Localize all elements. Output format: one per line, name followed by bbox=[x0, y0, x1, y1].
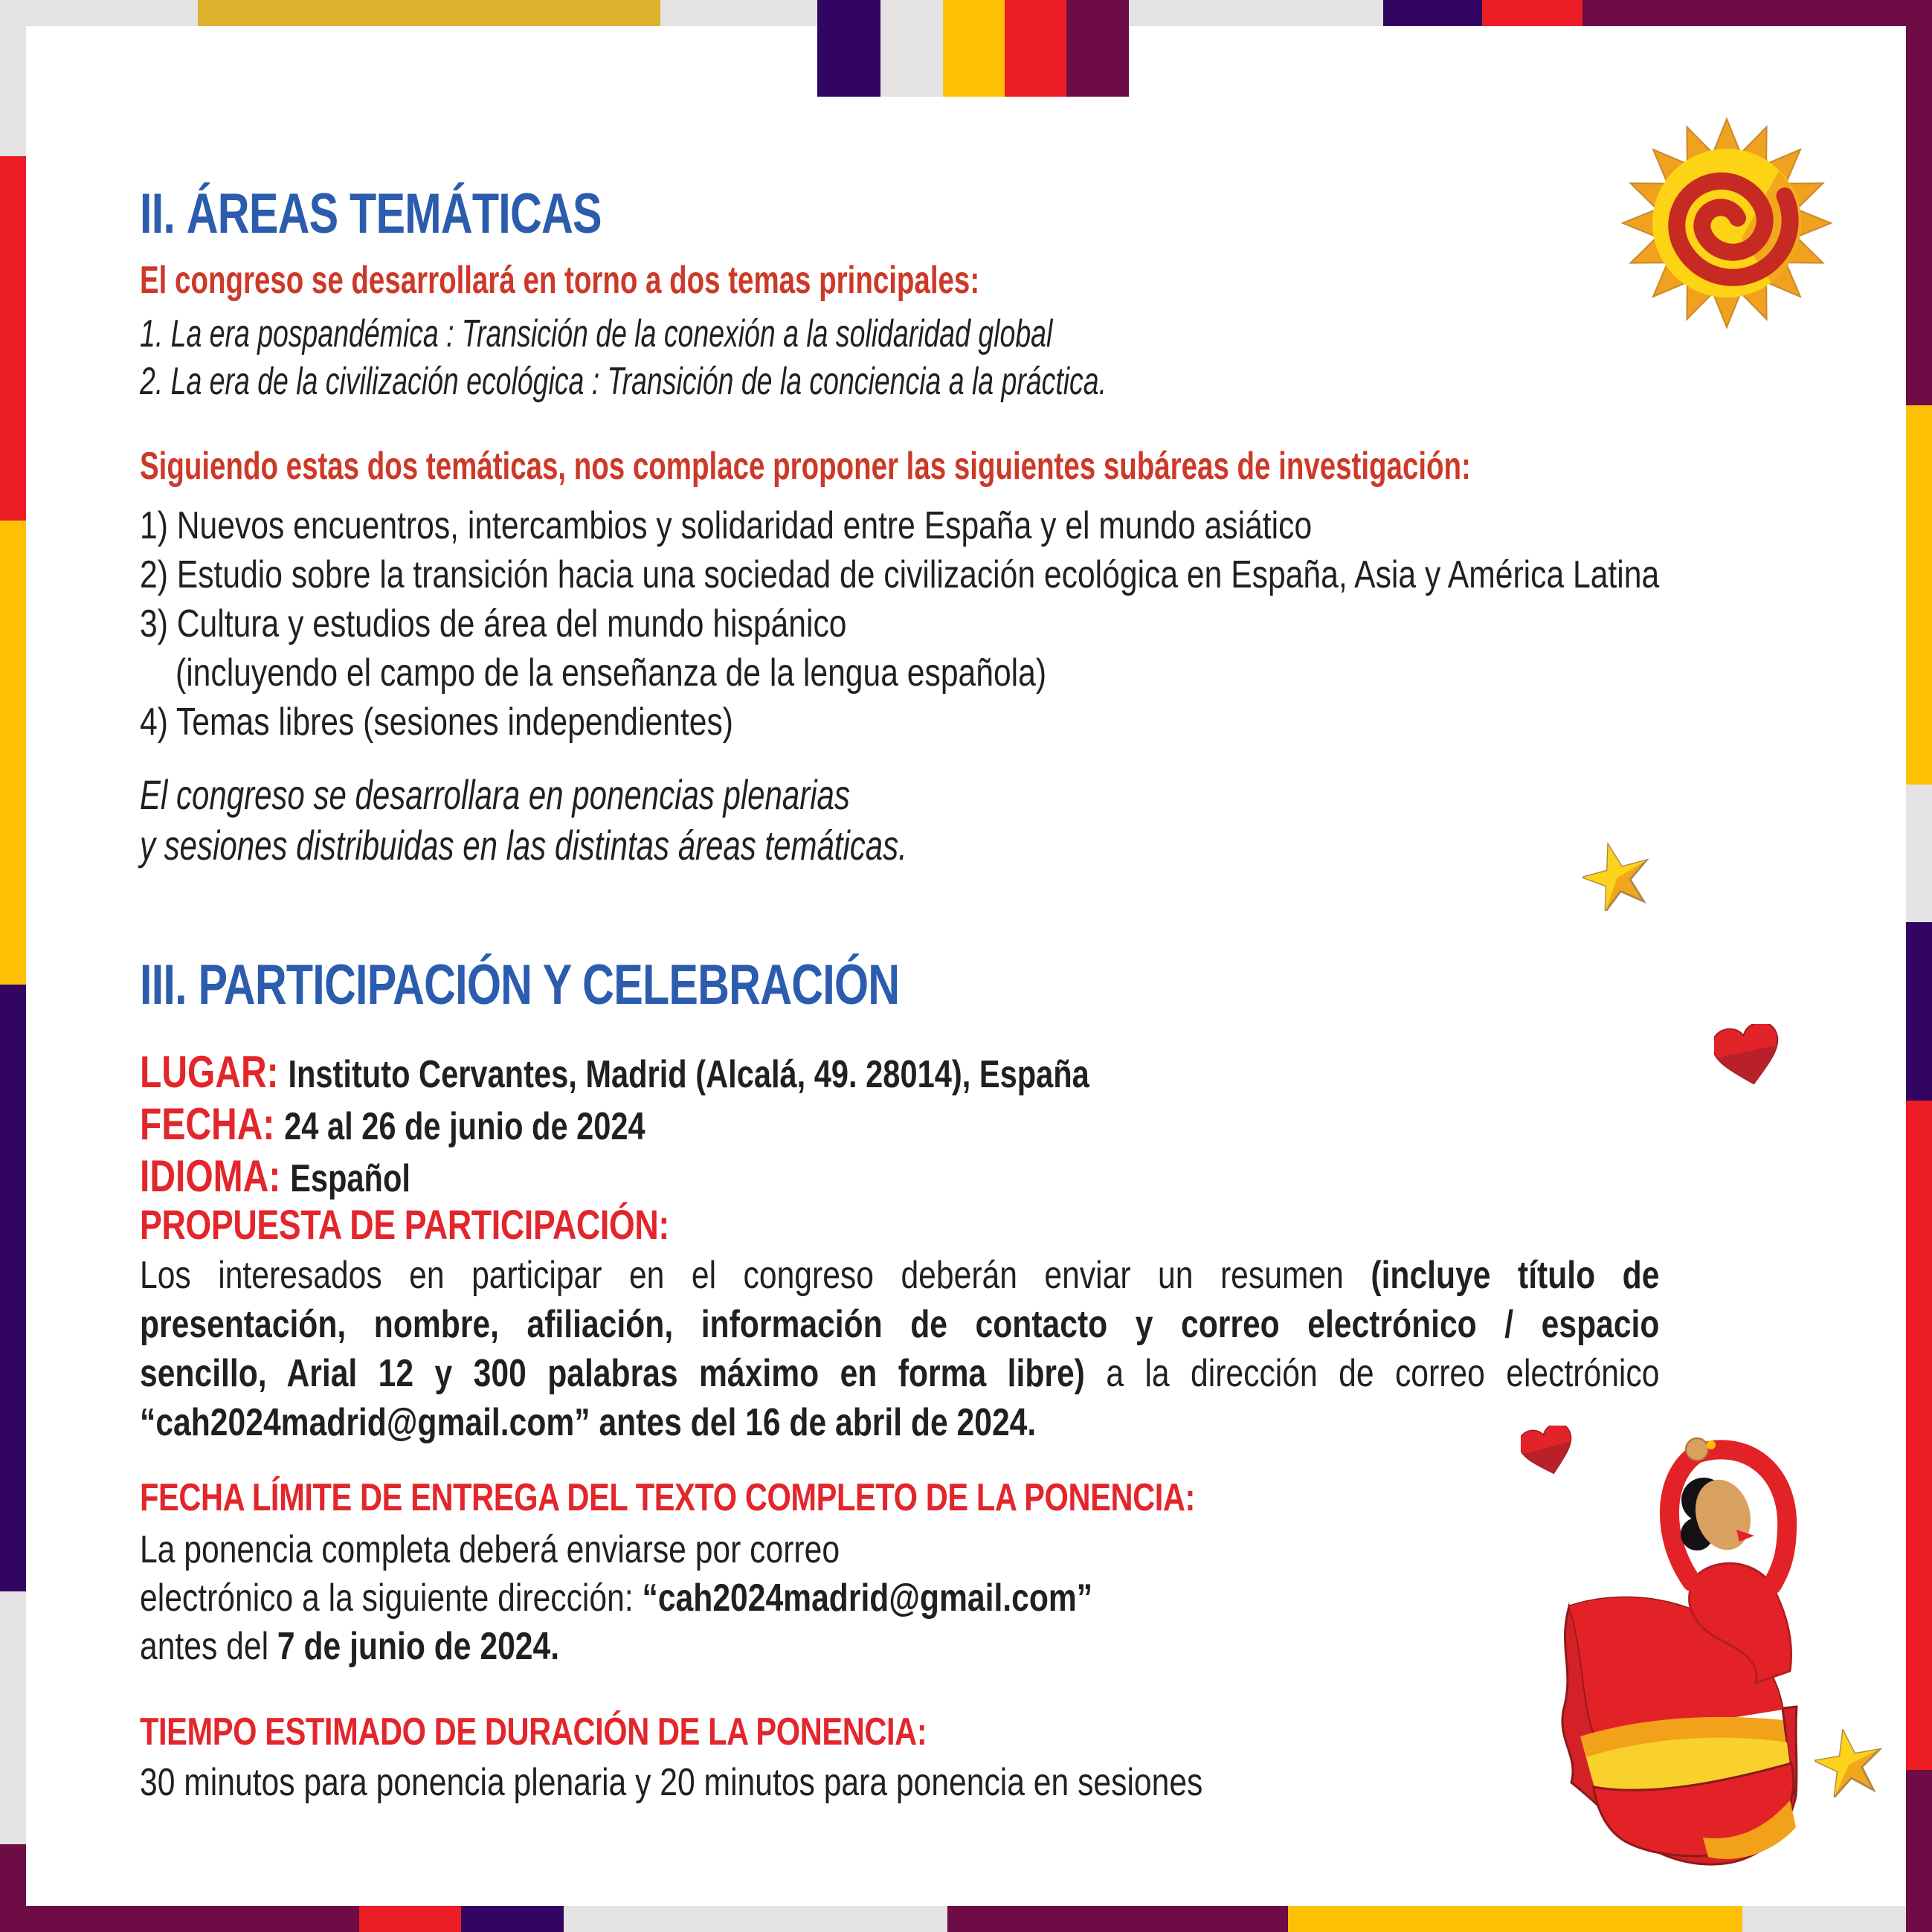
frame-left-red bbox=[0, 156, 26, 521]
frame-left-gray-2 bbox=[0, 1591, 26, 1844]
subarea-item: 4) Temas libres (sesiones independientes) bbox=[140, 701, 733, 744]
frame-bottom-gold bbox=[1288, 1906, 1742, 1932]
flag-bar-red bbox=[1005, 0, 1066, 97]
subarea-item: 3) Cultura y estudios de área del mundo hispánico bbox=[140, 602, 847, 645]
frame-right-maroon-2 bbox=[1906, 1770, 1932, 1932]
frame-left-gold bbox=[0, 521, 26, 985]
proposal-heading: PROPUESTA DE PARTICIPACIÓN: bbox=[140, 1201, 669, 1248]
duration-text: 30 minutos para ponencia plenaria y 20 minutos para ponencia en sesiones bbox=[140, 1761, 1203, 1804]
frame-bottom-gray-1 bbox=[564, 1906, 947, 1932]
frame-right-maroon-1 bbox=[1906, 0, 1932, 405]
proposal-paragraph-line: Los interesados en participar en el congreso deberán enviar un resumen (incluye título de bbox=[140, 1254, 1660, 1297]
proposal-paragraph-line: sencillo, Arial 12 y 300 palabras máximo en forma libre) a la dirección de correo electrónico bbox=[140, 1352, 1660, 1395]
frame-bottom-gray-2 bbox=[1742, 1906, 1932, 1932]
flag-bar-gray bbox=[880, 0, 943, 97]
frame-bottom-maroon-2 bbox=[947, 1906, 1288, 1932]
flamenco-dancer-illustration bbox=[1551, 1424, 1811, 1893]
deadline-line: electrónico a la siguiente dirección: “cah2024madrid@gmail.com” bbox=[140, 1577, 1093, 1620]
subarea-item: 2) Estudio sobre la transición hacia una sociedad de civilización ecológica en España, Asia y América Latina bbox=[140, 553, 1660, 596]
section2-heading: II. ÁREAS TEMÁTICAS bbox=[140, 182, 602, 245]
frame-top-purple bbox=[1383, 0, 1482, 26]
subarea-item: 1) Nuevos encuentros, intercambios y solidaridad entre España y el mundo asiático bbox=[140, 504, 1313, 547]
info-value: Instituto Cervantes, Madrid (Alcalá, 49. 28014), España bbox=[288, 1053, 1089, 1096]
theme-item: 2. La era de la civilización ecológica : Transición de la conciencia a la práctica. bbox=[140, 360, 1107, 403]
flag-bar-gold bbox=[943, 0, 1005, 97]
frame-top-gray-1 bbox=[0, 0, 198, 26]
frame-left-gray-1 bbox=[0, 0, 26, 156]
info-value: Español bbox=[290, 1157, 410, 1200]
star-icon bbox=[1815, 1729, 1883, 1797]
frame-right-gold bbox=[1906, 405, 1932, 785]
deadline-line: La ponencia completa deberá enviarse por correo bbox=[140, 1528, 840, 1571]
info-row-fecha bbox=[140, 1099, 645, 1149]
info-row-lugar bbox=[140, 1047, 1089, 1097]
frame-right-gray bbox=[1906, 785, 1932, 922]
section3-heading: III. PARTICIPACIÓN Y CELEBRACIÓN bbox=[140, 953, 900, 1017]
frame-bottom-purple bbox=[461, 1906, 564, 1932]
frame-top-maroon bbox=[1582, 0, 1932, 26]
sun-icon bbox=[1600, 97, 1853, 350]
deadline-line: antes del 7 de junio de 2024. bbox=[140, 1625, 560, 1668]
theme-item: 1. La era pospandémica : Transición de la conexión a la solidaridad global bbox=[140, 312, 1053, 355]
proposal-paragraph-line: presentación, nombre, afiliación, información de contacto y correo electrónico / espacio bbox=[140, 1303, 1660, 1346]
duration-heading: TIEMPO ESTIMADO DE DURACIÓN DE LA PONENCIA: bbox=[140, 1710, 927, 1754]
plenary-note-line: y sesiones distribuidas en las distintas áreas temáticas. bbox=[140, 822, 907, 869]
info-label: FECHA: bbox=[140, 1099, 275, 1149]
info-row-idioma bbox=[140, 1151, 410, 1201]
frame-top-red bbox=[1482, 0, 1582, 26]
subarea-item-cont: (incluyendo el campo de la enseñanza de la lengua española) bbox=[176, 651, 1047, 695]
plenary-note-line: El congreso se desarrollara en ponencias plenarias bbox=[140, 771, 850, 818]
flag-bar-maroon bbox=[1066, 0, 1129, 97]
info-label: LUGAR: bbox=[140, 1047, 279, 1097]
star-icon bbox=[1582, 843, 1651, 911]
frame-left-purple bbox=[0, 985, 26, 1591]
heart-icon bbox=[1714, 1024, 1783, 1092]
frame-right-red bbox=[1906, 1101, 1932, 1770]
frame-bottom-maroon-1 bbox=[0, 1906, 359, 1932]
subareas-intro: Siguiendo estas dos temáticas, nos complace proponer las siguientes subáreas de investigación: bbox=[140, 445, 1471, 488]
deadline-heading: FECHA LÍMITE DE ENTREGA DEL TEXTO COMPLETO DE LA PONENCIA: bbox=[140, 1476, 1196, 1519]
info-value: 24 al 26 de junio de 2024 bbox=[284, 1105, 645, 1148]
frame-right-purple bbox=[1906, 922, 1932, 1101]
proposal-paragraph-line: “cah2024madrid@gmail.com” antes del 16 de abril de 2024. bbox=[140, 1401, 1037, 1444]
section2-intro: El congreso se desarrollará en torno a dos temas principales: bbox=[140, 259, 980, 302]
frame-bottom-red bbox=[359, 1906, 461, 1932]
info-label: IDIOMA: bbox=[140, 1151, 281, 1201]
frame-top-mustard bbox=[198, 0, 660, 26]
flag-bar-purple bbox=[817, 0, 880, 97]
